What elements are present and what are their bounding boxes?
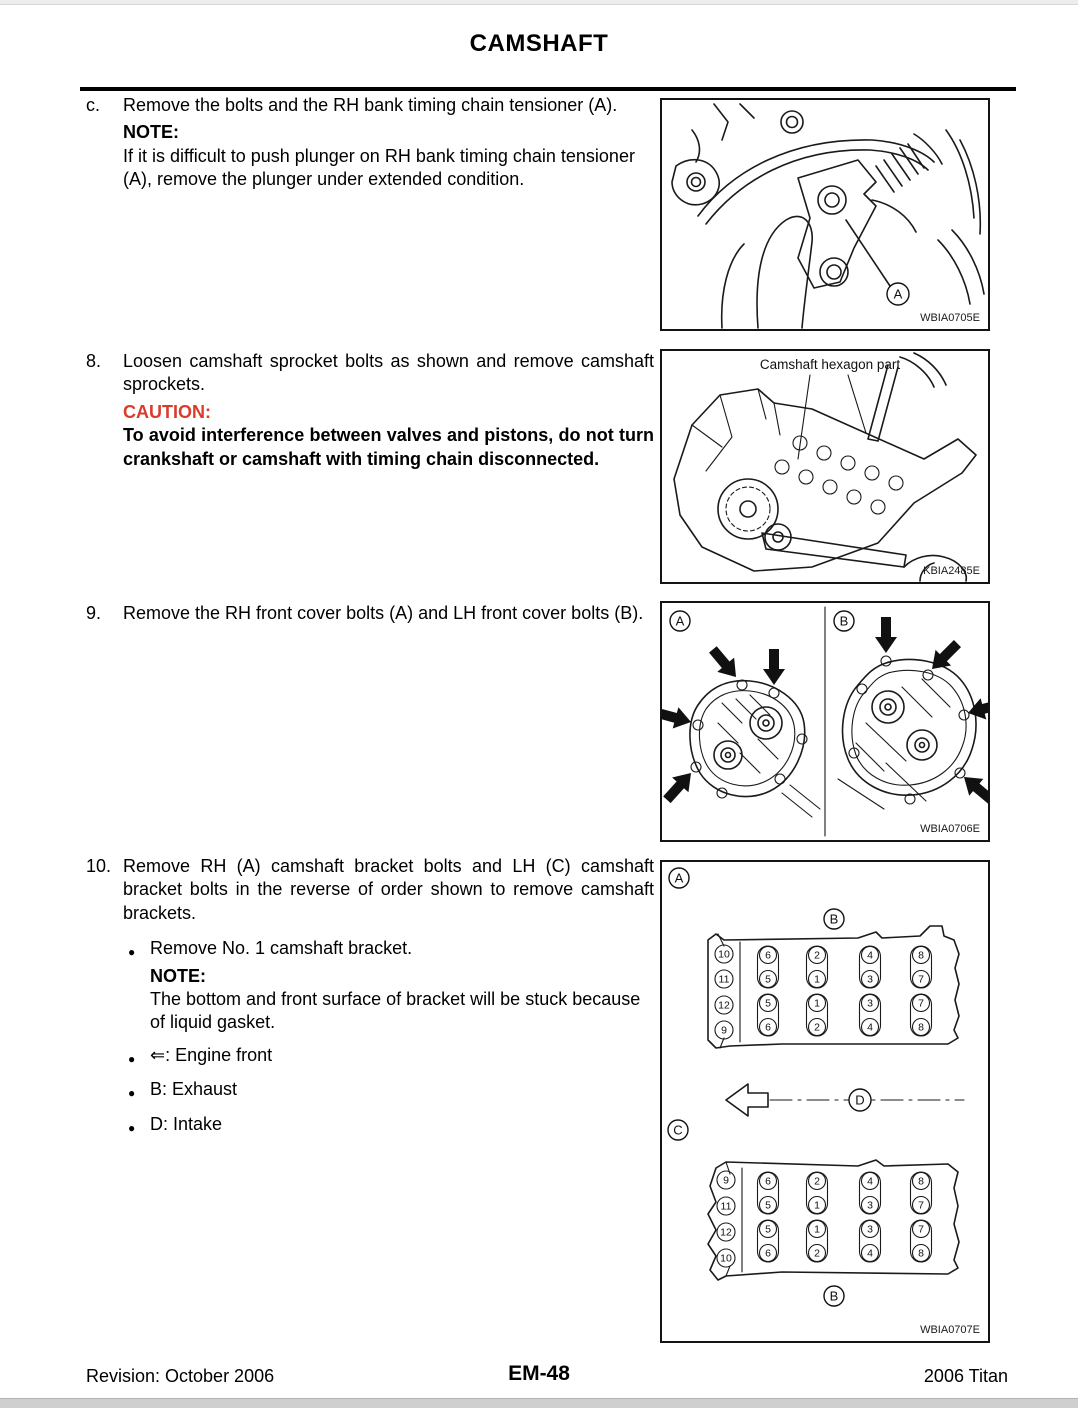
bolt-number — [809, 1019, 826, 1036]
step-text: Remove the bolts and the RH bank timing chain tensioner (A). — [123, 95, 618, 115]
svg-text:1: 1 — [814, 1199, 820, 1212]
bolt-number — [862, 947, 879, 964]
svg-text:9: 9 — [721, 1024, 727, 1037]
step-marker: 8. — [86, 351, 102, 371]
figure-code: WBIA0705E — [920, 312, 980, 324]
svg-text:6: 6 — [765, 949, 771, 962]
rh-bracket-bolts — [715, 945, 932, 1039]
svg-text:D: D — [855, 1092, 865, 1108]
svg-text:4: 4 — [867, 1247, 873, 1260]
bolt-number — [760, 1019, 777, 1036]
caution-label: CAUTION: — [123, 401, 211, 422]
figure-label: Camshaft hexagon part — [759, 357, 901, 372]
bolt-number — [715, 945, 733, 963]
footer-revision: Revision: October 2006 — [86, 1366, 275, 1386]
step-text: Remove RH (A) camshaft bracket bolts and LH (C) camshaft bracket bolts in the reverse of order shown to remove camshaft brackets. — [123, 856, 654, 923]
bolt-number — [760, 1197, 777, 1214]
figure-bracket-bolt-order — [660, 860, 990, 1343]
bolt-number — [862, 995, 879, 1012]
svg-text:11: 11 — [718, 973, 730, 986]
bullet-icon — [128, 1078, 150, 1103]
svg-text:6: 6 — [765, 1021, 771, 1034]
svg-text:8: 8 — [918, 1247, 924, 1260]
callout-a — [887, 283, 909, 305]
svg-text:11: 11 — [720, 1200, 732, 1213]
bullet-item — [128, 937, 654, 1035]
bolt-number — [862, 1221, 879, 1238]
engine-front-arrow-icon — [726, 1084, 768, 1116]
note-label: NOTE: — [150, 965, 206, 986]
bolt-number — [913, 1197, 930, 1214]
svg-text:1: 1 — [814, 997, 820, 1010]
svg-text:7: 7 — [918, 1199, 924, 1212]
figure-code: WBIA0706E — [920, 823, 980, 835]
svg-text:3: 3 — [867, 997, 873, 1010]
figure-code: KBIA2485E — [923, 565, 980, 577]
bracket-diagram — [662, 862, 988, 1341]
callout-c — [668, 1120, 688, 1140]
bolt-number — [913, 995, 930, 1012]
page-title: CAMSHAFT — [469, 30, 609, 57]
svg-text:6: 6 — [765, 1175, 771, 1188]
bolt-number — [809, 971, 826, 988]
bullet-text: ⇐: Engine front — [150, 1044, 273, 1065]
bolt-number — [717, 1223, 735, 1241]
svg-text:9: 9 — [723, 1174, 729, 1187]
svg-text:8: 8 — [918, 1021, 924, 1034]
bolt-number — [862, 1019, 879, 1036]
bolt-number — [913, 1245, 930, 1262]
bolt-number — [862, 1173, 879, 1190]
figure-front-cover-bolts — [660, 601, 990, 842]
tensioner-illustration — [662, 100, 988, 329]
note-text: The bottom and front surface of bracket will be stuck because of liquid gasket. — [150, 988, 641, 1033]
svg-text:B: B — [839, 613, 849, 629]
step-marker: 9. — [86, 603, 102, 623]
step-10 — [86, 855, 654, 1138]
step-marker: c. — [86, 95, 101, 115]
svg-text:8: 8 — [918, 949, 924, 962]
figure-tensioner — [660, 98, 990, 331]
bolt-number — [862, 1197, 879, 1214]
step-c — [86, 94, 654, 192]
svg-text:3: 3 — [867, 973, 873, 986]
bolt-number — [809, 1197, 826, 1214]
bolt-number — [760, 1245, 777, 1262]
panel-label-b — [834, 611, 854, 631]
svg-text:2: 2 — [814, 1247, 820, 1260]
bolt-number — [862, 971, 879, 988]
bolt-number — [809, 1245, 826, 1262]
bolt-number — [715, 996, 733, 1014]
bolt-number — [913, 1019, 930, 1036]
bolt-number — [717, 1249, 735, 1267]
bolt-number — [913, 1221, 930, 1238]
svg-text:5: 5 — [765, 1199, 771, 1212]
bolt-number — [715, 970, 733, 988]
bolt-number — [760, 995, 777, 1012]
lh-bracket-bolts — [717, 1171, 932, 1267]
bullet-text: B: Exhaust — [150, 1079, 238, 1100]
svg-text:2: 2 — [814, 949, 820, 962]
figure-camshaft-hexagon — [660, 349, 990, 584]
bolt-number — [809, 995, 826, 1012]
bullet-item — [128, 1044, 654, 1069]
svg-text:12: 12 — [718, 999, 730, 1012]
svg-text:6: 6 — [765, 1247, 771, 1260]
page-bottom-edge — [0, 1398, 1078, 1408]
lh-cover-drawing — [838, 656, 976, 809]
bolt-number — [809, 1221, 826, 1238]
note-text: If it is difficult to push plunger on RH bank timing chain tensioner (A), remove the plunger under extended condition. — [123, 145, 635, 190]
bullet-list — [128, 937, 654, 1138]
bolt-number — [809, 947, 826, 964]
step-8 — [86, 350, 654, 471]
rh-cover-drawing — [690, 680, 820, 817]
svg-text:3: 3 — [867, 1199, 873, 1212]
svg-text:B: B — [829, 1288, 839, 1304]
step-9 — [86, 602, 654, 625]
note-label: NOTE: — [123, 122, 179, 143]
svg-text:C: C — [673, 1122, 683, 1138]
svg-text:5: 5 — [765, 997, 771, 1010]
footer-model: 2006 Titan — [923, 1366, 1008, 1386]
svg-text:A: A — [674, 870, 684, 886]
bolt-number — [760, 1173, 777, 1190]
header-rule — [80, 87, 1016, 91]
svg-text:12: 12 — [720, 1226, 732, 1239]
callout-b-bottom — [824, 1286, 844, 1306]
svg-text:7: 7 — [918, 997, 924, 1010]
svg-text:10: 10 — [720, 1252, 732, 1265]
svg-text:A: A — [675, 613, 685, 629]
cover-illustration — [662, 603, 988, 840]
bullet-icon — [128, 1113, 150, 1138]
step-text: Loosen camshaft sprocket bolts as shown and remove camshaft sprockets. — [123, 351, 654, 395]
bolt-number — [715, 1021, 733, 1039]
bullet-item — [128, 1113, 654, 1138]
svg-text:8: 8 — [918, 1175, 924, 1188]
panel-label-a — [670, 611, 690, 631]
bullet-item — [128, 1078, 654, 1103]
bolt-number — [913, 971, 930, 988]
svg-text:A: A — [893, 286, 903, 302]
svg-text:1: 1 — [814, 1223, 820, 1236]
bolt-number — [760, 971, 777, 988]
bolt-number — [809, 1173, 826, 1190]
page-top-edge — [0, 0, 1078, 5]
svg-text:4: 4 — [867, 949, 873, 962]
bullet-text: Remove No. 1 camshaft bracket. — [150, 938, 413, 959]
callout-d — [849, 1089, 871, 1111]
svg-text:5: 5 — [765, 1223, 771, 1236]
svg-text:2: 2 — [814, 1175, 820, 1188]
svg-text:B: B — [829, 911, 839, 927]
bolt-number — [913, 1173, 930, 1190]
bolt-number — [760, 1221, 777, 1238]
svg-text:7: 7 — [918, 973, 924, 986]
bolt-number — [913, 947, 930, 964]
callout-a — [669, 868, 689, 888]
bolt-number — [862, 1245, 879, 1262]
engine-illustration — [662, 351, 988, 582]
figure-code: WBIA0707E — [920, 1324, 980, 1336]
svg-text:3: 3 — [867, 1223, 873, 1236]
bolt-number — [717, 1197, 735, 1215]
step-text: Remove the RH front cover bolts (A) and LH front cover bolts (B). — [123, 603, 644, 623]
step-marker: 10. — [86, 856, 112, 876]
bolt-arrows-left — [662, 642, 785, 807]
bolt-number — [760, 947, 777, 964]
footer-page-number: EM-48 — [508, 1362, 570, 1385]
svg-text:4: 4 — [867, 1175, 873, 1188]
callout-b-top — [824, 909, 844, 929]
bullet-icon — [128, 937, 150, 1035]
svg-text:7: 7 — [918, 1223, 924, 1236]
svg-text:2: 2 — [814, 1021, 820, 1034]
caution-text: To avoid interference between valves and pistons, do not turn crankshaft or camshaft with timing chain disconnected. — [123, 425, 654, 469]
svg-text:5: 5 — [765, 973, 771, 986]
svg-text:4: 4 — [867, 1021, 873, 1034]
svg-text:1: 1 — [814, 973, 820, 986]
bullet-text: D: Intake — [150, 1113, 223, 1134]
svg-text:10: 10 — [718, 948, 730, 961]
bullet-icon — [128, 1044, 150, 1069]
bolt-number — [717, 1171, 735, 1189]
